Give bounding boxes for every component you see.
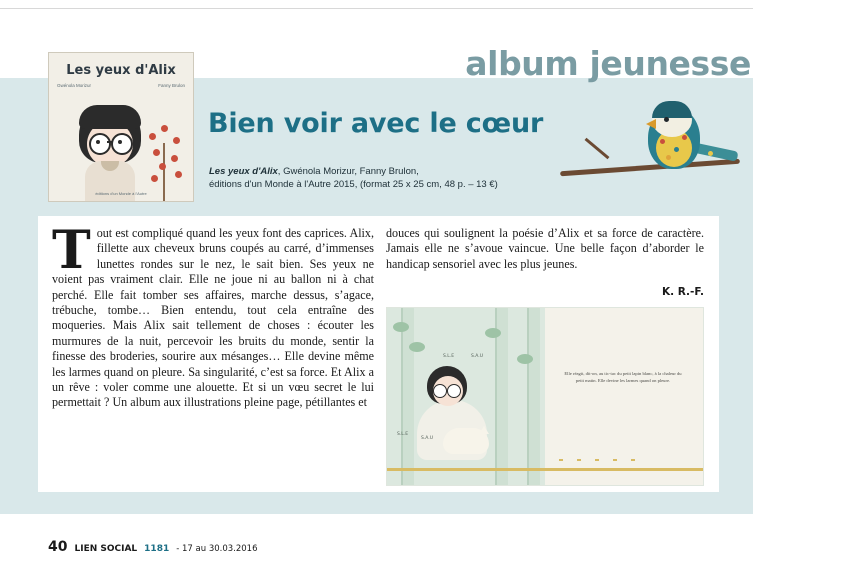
cover-leaf-icon <box>151 175 158 182</box>
section-title: album jeunesse <box>465 44 751 83</box>
cover-leaf-icon <box>173 137 180 144</box>
cover-girl-eye-right <box>118 140 122 144</box>
tree-trunk <box>527 308 540 485</box>
ground-dash <box>577 459 581 461</box>
article-headline: Bien voir avec le cœur <box>208 108 544 139</box>
foliage <box>485 328 501 338</box>
cover-authors <box>57 83 185 88</box>
cover-girl-fringe <box>79 105 141 129</box>
bird-pattern-dot <box>682 135 687 140</box>
credits-authors: , Gwénola Morizur, Fanny Brulon, <box>277 166 419 177</box>
book-credits <box>209 165 549 191</box>
cover-leaf-icon <box>161 125 168 132</box>
ground-dash <box>559 459 563 461</box>
ground-dash <box>631 459 635 461</box>
bird-eye <box>664 117 669 122</box>
folio-number: 40 <box>48 539 68 555</box>
cover-girl-glasses-bridge <box>107 141 113 143</box>
bird-illustration <box>560 95 750 215</box>
tree-trunk <box>401 308 414 485</box>
body-column-left <box>52 220 374 411</box>
cover-author-left: Gwénola Morizur <box>57 83 92 88</box>
cover-leaf-icon <box>149 133 156 140</box>
cover-girl-eye-left <box>96 140 100 144</box>
bird-cap <box>652 101 692 118</box>
cover-leaf-icon <box>153 149 160 156</box>
cover-title: Les yeux d'Alix <box>66 63 176 78</box>
issue-number: 1181 <box>144 544 170 554</box>
spread-mark: S.A.U <box>471 354 484 359</box>
body-text-right: douces qui soulignent la poésie d’Alix et sa force de caractère. Jamais elle ne s’avoue vaincue. Une belle façon d’aborder le handicap sensoriel avec les plus jeunes. <box>386 226 704 271</box>
magazine-name: LIEN SOCIAL <box>74 544 138 554</box>
right-margin <box>753 0 846 584</box>
branch-twig <box>585 138 610 160</box>
body-column-right <box>386 226 704 272</box>
spread-caption-text: Elle réagit, dit-on, au tic-tac du petit lapin blanc, à la chaleur du petit matin. Elle devine les larmes quand on pleure. <box>564 371 682 383</box>
spread-girl-glasses-left <box>433 384 447 398</box>
bird-beak <box>646 119 656 129</box>
body-text-left: out est compliqué quand les yeux font des caprices. Alix, fillette aux cheveux bruns coupés au carré, d’immenses lunettes rondes sur le nez, le sait bien. Ses yeux ne voient pas vraiment clair. Elle ne joue ni au ballon ni à chat perché. Elle fait tomber ses affaires, marche dessus, s’agace, trébuche, tombe… Bien entendu, tout cela entraîne des moqueries. Mais Alix sait tellement de choses : écouter les murmures de la nuit, percevoir les bruits du monde, sentir la finesse des broderies, sourire aux mésanges… Elle devine même les larmes quand on pleure. Sa singularité, c’est sa force. Et Alix a un rêve : voler comme une alouette. Et si un vœu secret le lui permettait ? Un album aux illustrations pleine page, pétillantes et <box>52 226 374 410</box>
book-spread-image <box>386 307 704 486</box>
cover-tree-illustration <box>145 123 189 201</box>
top-rule <box>0 8 846 9</box>
cover-leaf-icon <box>171 155 178 162</box>
spread-right-page <box>545 308 703 485</box>
spread-cat-ear <box>479 426 489 434</box>
cover-publisher: éditions d'un Monde à l'Autre <box>95 191 147 196</box>
bird-pattern-dot <box>708 151 713 156</box>
foliage <box>393 322 409 332</box>
foliage <box>517 354 533 364</box>
bird-pattern-dot <box>660 139 665 144</box>
spread-girl-glasses-right <box>447 384 461 398</box>
foliage <box>409 342 425 352</box>
byline: K. R.-F. <box>661 286 704 298</box>
branch <box>560 159 740 177</box>
spread-mark: S.L.E <box>397 432 409 437</box>
spread-mark: S.L.E <box>443 354 455 359</box>
drop-cap: T <box>52 220 91 281</box>
page-footer <box>48 539 258 555</box>
credits-book-title: Les yeux d'Alix <box>209 166 278 177</box>
cover-leaf-icon <box>159 163 166 170</box>
credits-publisher: éditions d'un Monde à l'Autre 2015, (format 25 x 25 cm, 48 p. – 13 €) <box>209 179 498 190</box>
spread-mark: S.A.U <box>421 436 434 441</box>
book-cover-image <box>48 52 194 202</box>
ground-dash <box>613 459 617 461</box>
bird-pattern-dot <box>666 155 671 160</box>
cover-author-right: Fanny Brulon <box>158 83 185 88</box>
ground-line <box>387 468 703 471</box>
cover-girl-glasses-left <box>89 133 111 155</box>
ground-dash <box>595 459 599 461</box>
cover-leaf-icon <box>175 171 182 178</box>
bird-pattern-dot <box>674 147 679 152</box>
cover-girl-glasses-right <box>111 133 133 155</box>
issue-date: - 17 au 30.03.2016 <box>176 544 258 554</box>
